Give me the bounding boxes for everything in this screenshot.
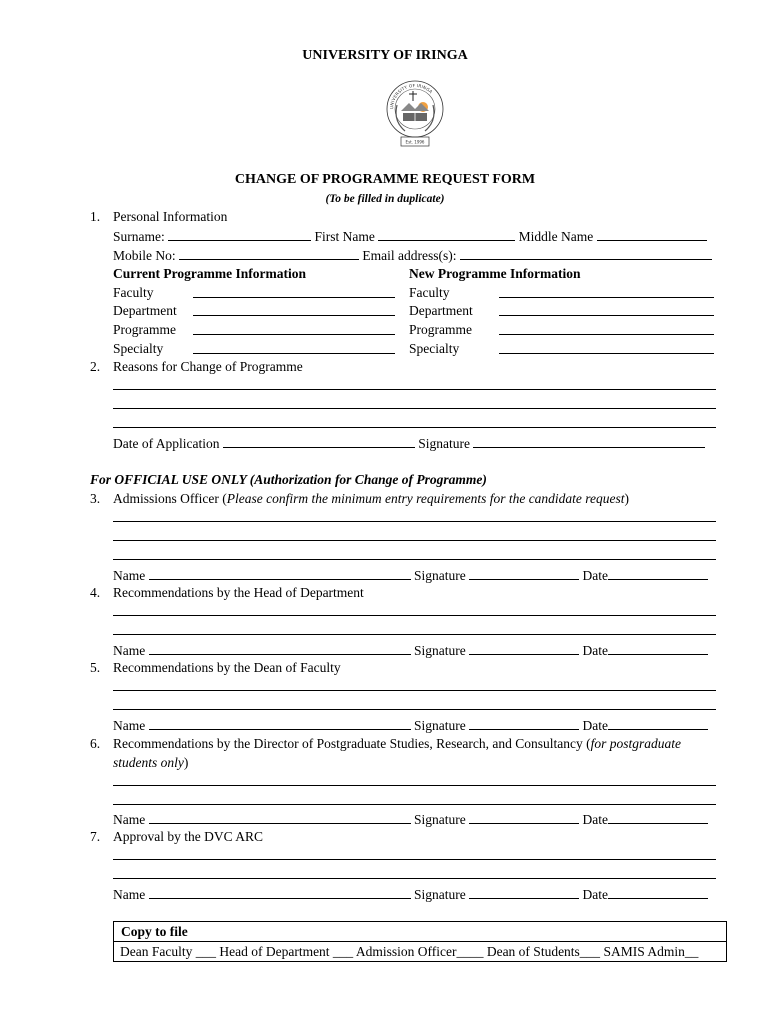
university-seal-logo	[383, 73, 447, 153]
director-sign-row: Name Signature Date	[113, 811, 708, 828]
new-programme-heading: New Programme Information	[409, 266, 581, 281]
copy-admission-officer[interactable]: Admission Officer____	[355, 944, 484, 959]
dean-line-2[interactable]	[113, 709, 716, 710]
date-of-application-label: Date of Application	[113, 436, 220, 451]
section-title-continued: students only)	[113, 755, 189, 770]
current-specialty-label: Specialty	[113, 341, 164, 356]
admissions-line-3[interactable]	[113, 559, 716, 560]
middle-name-field[interactable]	[597, 228, 707, 241]
new-programme-label: Programme	[409, 322, 472, 337]
director-line-2[interactable]	[113, 804, 716, 805]
section-title: Personal Information	[113, 209, 228, 224]
date-field[interactable]	[608, 567, 708, 580]
admissions-line-1[interactable]	[113, 521, 716, 522]
university-name: UNIVERSITY OF IRINGA	[302, 48, 468, 63]
box-divider	[114, 941, 726, 942]
signature-label: Signature	[418, 436, 470, 451]
section-title: Recommendations by the Director of Postgraduate Studies, Research, and Consultancy (for postgraduate	[113, 736, 682, 751]
contact-row	[113, 247, 712, 264]
current-department-label: Department	[113, 303, 177, 318]
name-field[interactable]	[149, 811, 411, 824]
current-programme-label: Programme	[113, 322, 176, 337]
current-faculty-label: Faculty	[113, 285, 154, 300]
current-programme-field[interactable]	[193, 322, 395, 335]
dean-line-1[interactable]	[113, 690, 716, 691]
date-of-application-field[interactable]	[223, 435, 415, 448]
director-line-1[interactable]	[113, 785, 716, 786]
middle-name-label: Middle Name	[518, 229, 594, 244]
new-specialty-label: Specialty	[409, 341, 460, 356]
email-label: Email address(s):	[362, 248, 457, 263]
copy-head-department[interactable]: Head of Department ___	[219, 944, 354, 959]
hod-sign-row: Name Signature Date	[113, 642, 708, 659]
signature-field[interactable]	[469, 642, 579, 655]
hod-line-1[interactable]	[113, 615, 716, 616]
signature-field[interactable]	[469, 811, 579, 824]
surname-field[interactable]	[168, 228, 311, 241]
mobile-label: Mobile No:	[113, 248, 176, 263]
copy-dean-faculty[interactable]: Dean Faculty ___	[120, 944, 216, 959]
copy-to-file-title: Copy to file	[121, 924, 188, 939]
form-subtitle: (To be filled in duplicate)	[325, 193, 445, 205]
section-title: Reasons for Change of Programme	[113, 359, 303, 374]
first-name-field[interactable]	[378, 228, 515, 241]
section-number: 1.	[90, 209, 101, 224]
new-department-label: Department	[409, 303, 473, 318]
mobile-field[interactable]	[179, 247, 359, 260]
application-row	[113, 435, 705, 452]
signature-field[interactable]	[469, 886, 579, 899]
section-title: Recommendations by the Dean of Faculty	[113, 660, 341, 675]
section-title: Approval by the DVC ARC	[113, 829, 263, 844]
section-title: Recommendations by the Head of Department	[113, 585, 364, 600]
signature-field[interactable]	[469, 717, 579, 730]
name-field[interactable]	[149, 886, 411, 899]
section-number: 6.	[90, 736, 101, 751]
copy-recipients-row	[120, 944, 698, 960]
new-programme-field[interactable]	[499, 322, 714, 335]
official-use-heading: For OFFICIAL USE ONLY (Authorization for Change of Programme)	[90, 472, 487, 487]
svg-text:Est. 1996: Est. 1996	[405, 139, 425, 145]
section-title: Admissions Officer (Please confirm the minimum entry requirements for the candidate request)	[113, 491, 630, 506]
email-field[interactable]	[460, 247, 712, 260]
surname-row	[113, 228, 707, 245]
dvc-line-2[interactable]	[113, 878, 716, 879]
new-faculty-label: Faculty	[409, 285, 450, 300]
section-number: 3.	[90, 491, 101, 506]
new-faculty-field[interactable]	[499, 285, 714, 298]
section-number: 7.	[90, 829, 101, 844]
copy-to-file-box	[113, 921, 727, 962]
copy-samis-admin[interactable]: SAMIS Admin__	[603, 944, 699, 959]
current-department-field[interactable]	[193, 303, 395, 316]
reason-line-3[interactable]	[113, 427, 716, 428]
hod-line-2[interactable]	[113, 634, 716, 635]
current-specialty-field[interactable]	[193, 341, 395, 354]
copy-dean-students[interactable]: Dean of Students___	[486, 944, 601, 959]
date-field[interactable]	[608, 642, 708, 655]
current-faculty-field[interactable]	[193, 285, 395, 298]
dvc-sign-row: Name Signature Date	[113, 886, 708, 903]
svg-text:UNIVERSITY OF IRINGA: UNIVERSITY OF IRINGA	[388, 82, 434, 110]
first-name-label: First Name	[314, 229, 375, 244]
dean-sign-row: Name Signature Date	[113, 717, 708, 734]
name-field[interactable]	[149, 642, 411, 655]
section-number: 5.	[90, 660, 101, 675]
reason-line-1[interactable]	[113, 389, 716, 390]
section-number: 4.	[90, 585, 101, 600]
current-programme-heading: Current Programme Information	[113, 266, 306, 281]
date-field[interactable]	[608, 811, 708, 824]
applicant-signature-field[interactable]	[473, 435, 705, 448]
name-field[interactable]	[149, 717, 411, 730]
dvc-line-1[interactable]	[113, 859, 716, 860]
name-field[interactable]	[149, 567, 411, 580]
admissions-line-2[interactable]	[113, 540, 716, 541]
admissions-sign-row: Name Signature Date	[113, 567, 708, 584]
new-specialty-field[interactable]	[499, 341, 714, 354]
date-field[interactable]	[608, 717, 708, 730]
new-department-field[interactable]	[499, 303, 714, 316]
signature-field[interactable]	[469, 567, 579, 580]
surname-label: Surname:	[113, 229, 165, 244]
form-title: CHANGE OF PROGRAMME REQUEST FORM	[234, 172, 536, 187]
reason-line-2[interactable]	[113, 408, 716, 409]
date-field[interactable]	[608, 886, 708, 899]
section-number: 2.	[90, 359, 101, 374]
